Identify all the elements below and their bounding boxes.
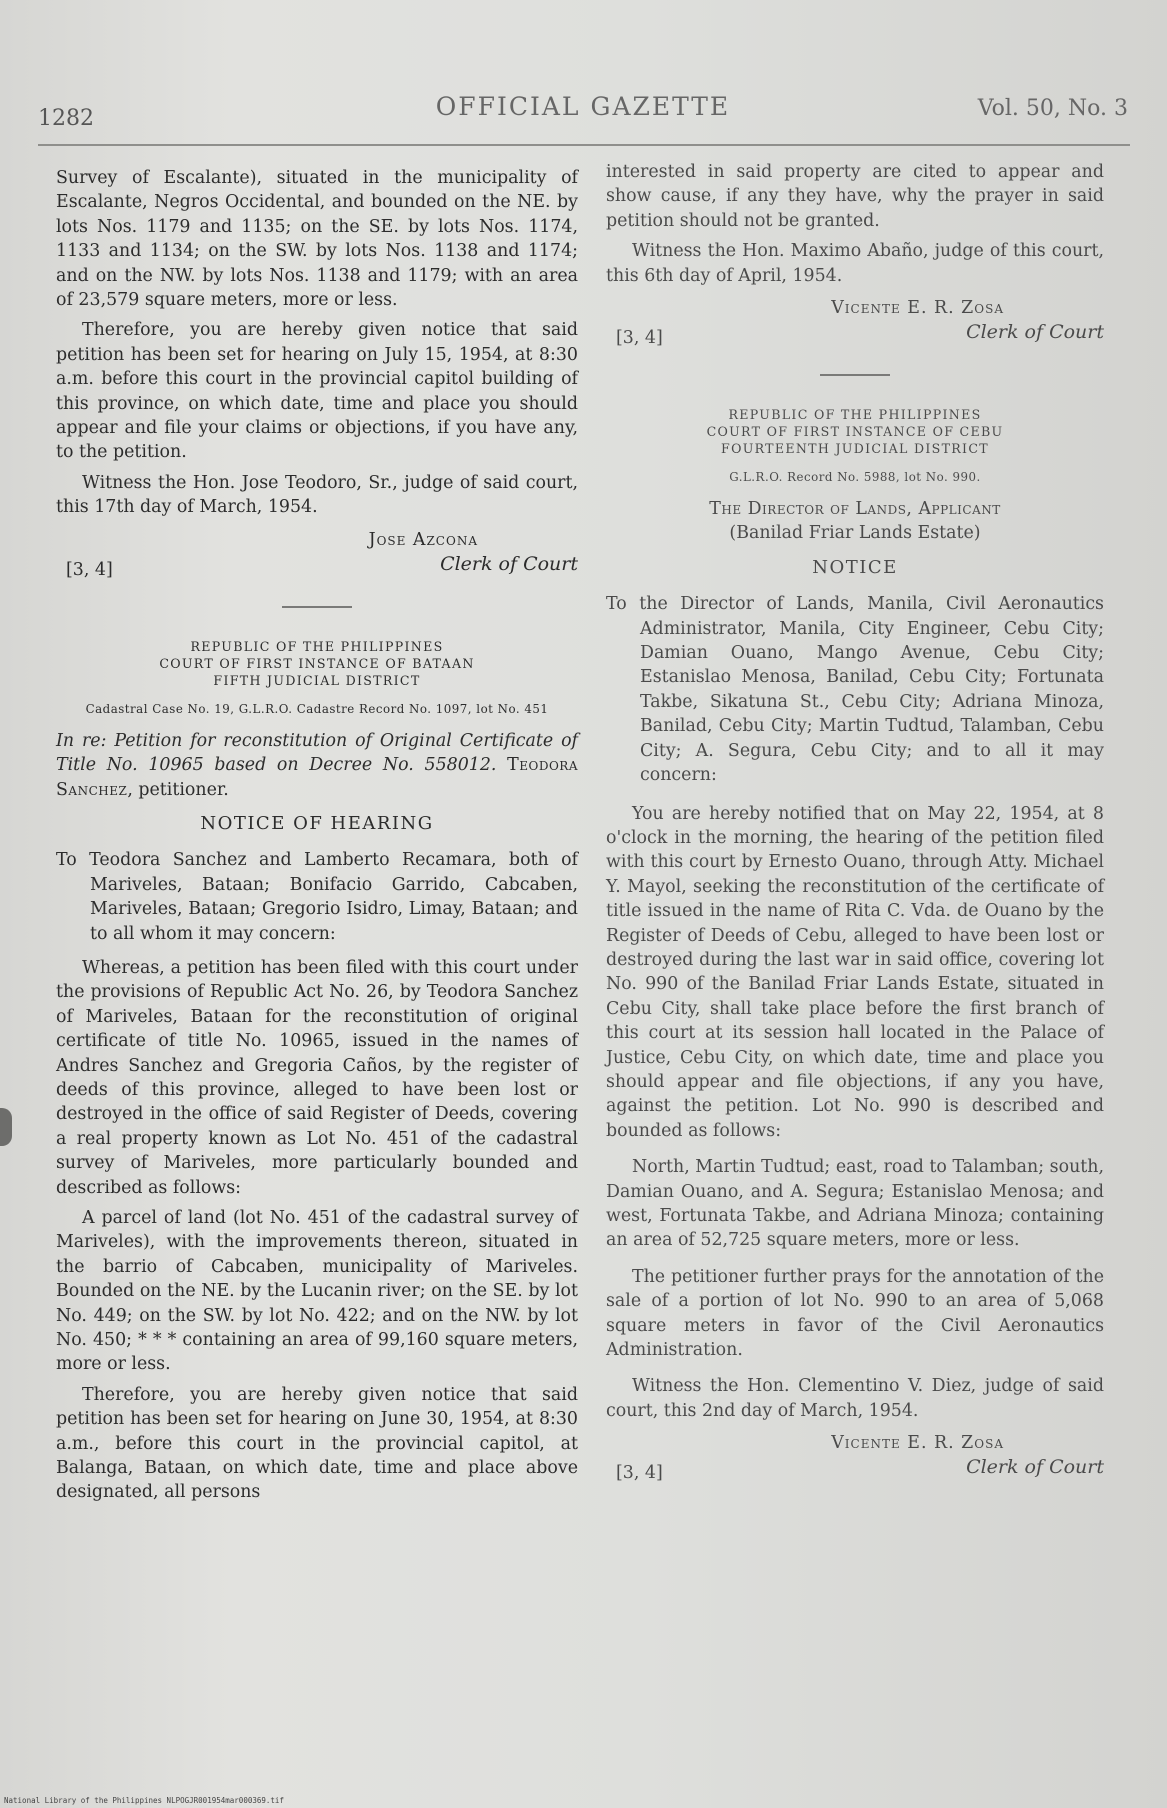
cebu-witness: Witness the Hon. Clementino V. Diez, judge of said court, this 2nd day of March, 1954. <box>606 1376 1104 1421</box>
signature-name: Jose Azcona <box>368 529 478 550</box>
lot-boundaries: North, Martin Tudtud; east, road to Talamban; south, Damian Ouano, and A. Segura; Estanislao Menosa; and west, Fortunata Takbe, and Adriana Minoza; containing an area of 52,725 square meters, more or less. <box>606 1157 1104 1251</box>
continuation-paragraph: interested in said property are cited to appear and show cause, if any they have, why the prayer in said petition should not be granted. <box>606 162 1104 231</box>
court-line: COURT OF FIRST INSTANCE OF BATAAN <box>159 655 475 671</box>
left-column <box>56 166 578 1505</box>
signature-title: Clerk of Court <box>966 321 1104 344</box>
escalante-description: Survey of Escalante), situated in the municipality of Escalante, Negros Occidental, and bounded on the NE. by lots Nos. 1179 and 1135; on the SE. by lots Nos. 1174, 1133 and 1134; on the SW. by lots Nos. 1138 and 1174; and on the NW. by lots Nos. 1138 and 1179; with an area of 23,579 square meters, more or less. <box>56 168 578 311</box>
notice-of-hearing-heading: NOTICE OF HEARING <box>200 812 434 834</box>
notice-divider <box>282 606 352 608</box>
in-re-line <box>56 729 578 802</box>
notice-heading: NOTICE <box>812 556 898 578</box>
escalante-signature <box>56 528 578 578</box>
issue-ref: [3, 4] <box>616 328 663 349</box>
estate-line: (Banilad Friar Lands Estate) <box>729 523 981 544</box>
case-reference: Cadastral Case No. 19, G.L.R.O. Cadastre Record No. 1097, lot No. 451 <box>85 701 549 716</box>
signature-title: Clerk of Court <box>966 1456 1104 1479</box>
record-reference: G.L.R.O. Record No. 5988, lot No. 990. <box>729 470 981 485</box>
hearing-notice: Therefore, you are hereby given notice that said petition has been set for hearing on June 30, 1954, at 8:30 a.m., before this court in the provincial capitol, at Balanga, Bataan, on which date, time and place above designated, all persons <box>56 1384 578 1503</box>
bataan-signature <box>606 296 1104 349</box>
republic-line: REPUBLIC OF THE PHILIPPINES <box>728 407 982 423</box>
annotation-prayer: The petitioner further prays for the annotation of the sale of a portion of lot No. 990 to an area of 5,068 square meters in favor of the Civil Aeronautics Administration. <box>606 1266 1104 1361</box>
addressees: To the Director of Lands, Manila, Civil Aeronautics Administrator, Manila, City Engineer, Cebu City; Damian Ouano, Mango Avenue, Cebu City; Estanislao Menosa, Banilad, Cebu City; Fortunata Takbe, Sikatuna St., Cebu City; Adriana Minoza, Banilad, Cebu City; Martin Tudtud, Talamban, Cebu City; A. Segura, Cebu City; and to all it may concern: <box>606 594 1104 786</box>
escalante-witness: Witness the Hon. Jose Teodoro, Sr., judge of said court, this 17th day of March, 1954. <box>56 472 578 518</box>
bataan-witness: Witness the Hon. Maximo Abaño, judge of this court, this 6th day of April, 1954. <box>606 241 1104 286</box>
signature-name: Vicente E. R. Zosa <box>831 1433 1004 1454</box>
right-column <box>606 160 1104 1484</box>
court-header-cebu <box>606 406 1104 457</box>
petitioner-suffix: , petitioner. <box>127 779 229 800</box>
court-header-bataan <box>56 638 578 689</box>
volume-number: Vol. 50, No. 3 <box>977 96 1128 121</box>
page-number: 1282 <box>38 106 94 131</box>
district-line: FIFTH JUDICIAL DISTRICT <box>213 672 421 688</box>
district-line: FOURTEENTH JUDICIAL DISTRICT <box>721 441 989 457</box>
scan-blot <box>0 1108 12 1146</box>
gazette-title: OFFICIAL GAZETTE <box>435 92 731 121</box>
addressees: To Teodora Sanchez and Lamberto Recamara, both of Mariveles, Bataan; Bonifacio Garrido, Cabcaben, Mariveles, Bataan; Gregorio Isidro, Limay, Bataan; and to all whom it may concern: <box>56 850 578 944</box>
page-header <box>38 86 1128 132</box>
court-line: COURT OF FIRST INSTANCE OF CEBU <box>706 424 1004 440</box>
issue-ref: [3, 4] <box>616 1463 663 1484</box>
lot-description: A parcel of land (lot No. 451 of the cadastral survey of Mariveles), with the improvements thereon, situated in the barrio of Cabcaben, municipality of Mariveles. Bounded on the NE. by the Lucanin river; on the SE. by lot No. 449; on the SW. by lot No. 422; and on the NW. by lot No. 450; * * * containing an area of 99,160 square meters, more or less. <box>56 1208 578 1375</box>
header-rule <box>38 144 1130 146</box>
in-re-text: In re: Petition for reconstitution of Original Certificate of Title No. 10965 based on Decree No. 558012. <box>56 730 578 776</box>
issue-ref: [3, 4] <box>66 559 113 580</box>
notification-paragraph: You are hereby notified that on May 22, 1954, at 8 o'clock in the morning, the hearing of the petition filed with this court by Ernesto Ouano, through Atty. Michael Y. Mayol, seeking the reconstitution of the certificate of title issued in the name of Rita C. Vda. de Ouano by the Register of Deeds of Cebu, alleged to have been lost or destroyed during the last war in said office, covering lot No. 990 of the Banilad Friar Lands Estate, situated in Cebu City, shall take place before the first branch of this court at its session hall located in the Palace of Justice, Cebu City, on which date, time and place you should appear and file objections, if any you have, against the petition. Lot No. 990 is described and bounded as follows: <box>606 803 1104 1141</box>
signature-title: Clerk of Court <box>440 552 578 575</box>
escalante-hearing-notice: Therefore, you are hereby given notice that said petition has been set for hearing on July 15, 1954, at 8:30 a.m. before this court in the provincial capitol building of this province, on which date, time and place you should appear and file your claims or objections, if you have any, to the petition. <box>56 320 578 463</box>
notice-divider <box>820 374 890 376</box>
republic-line: REPUBLIC OF THE PHILIPPINES <box>190 638 444 654</box>
petitioner-name: Teodora Sanchez <box>56 755 578 800</box>
scan-footer: National Library of the Philippines NLPOGJR001954mar000369.tif <box>4 1796 284 1805</box>
cebu-signature <box>606 1431 1104 1484</box>
whereas-paragraph: Whereas, a petition has been filed with this court under the provisions of Republic Act No. 26, by Teodora Sanchez of Mariveles, Bataan for the reconstitution of original certificate of title No. 10965, issued in the names of Andres Sanchez and Gregoria Caños, by the register of deeds of this province, alleged to have been lost or destroyed in the office of said Register of Deeds, covering a real property known as Lot No. 451 of the cadastral survey of Mariveles, more particularly bounded and described as follows: <box>56 957 578 1198</box>
applicant-line: The Director of Lands, Applicant <box>709 499 1001 520</box>
signature-name: Vicente E. R. Zosa <box>831 298 1004 319</box>
